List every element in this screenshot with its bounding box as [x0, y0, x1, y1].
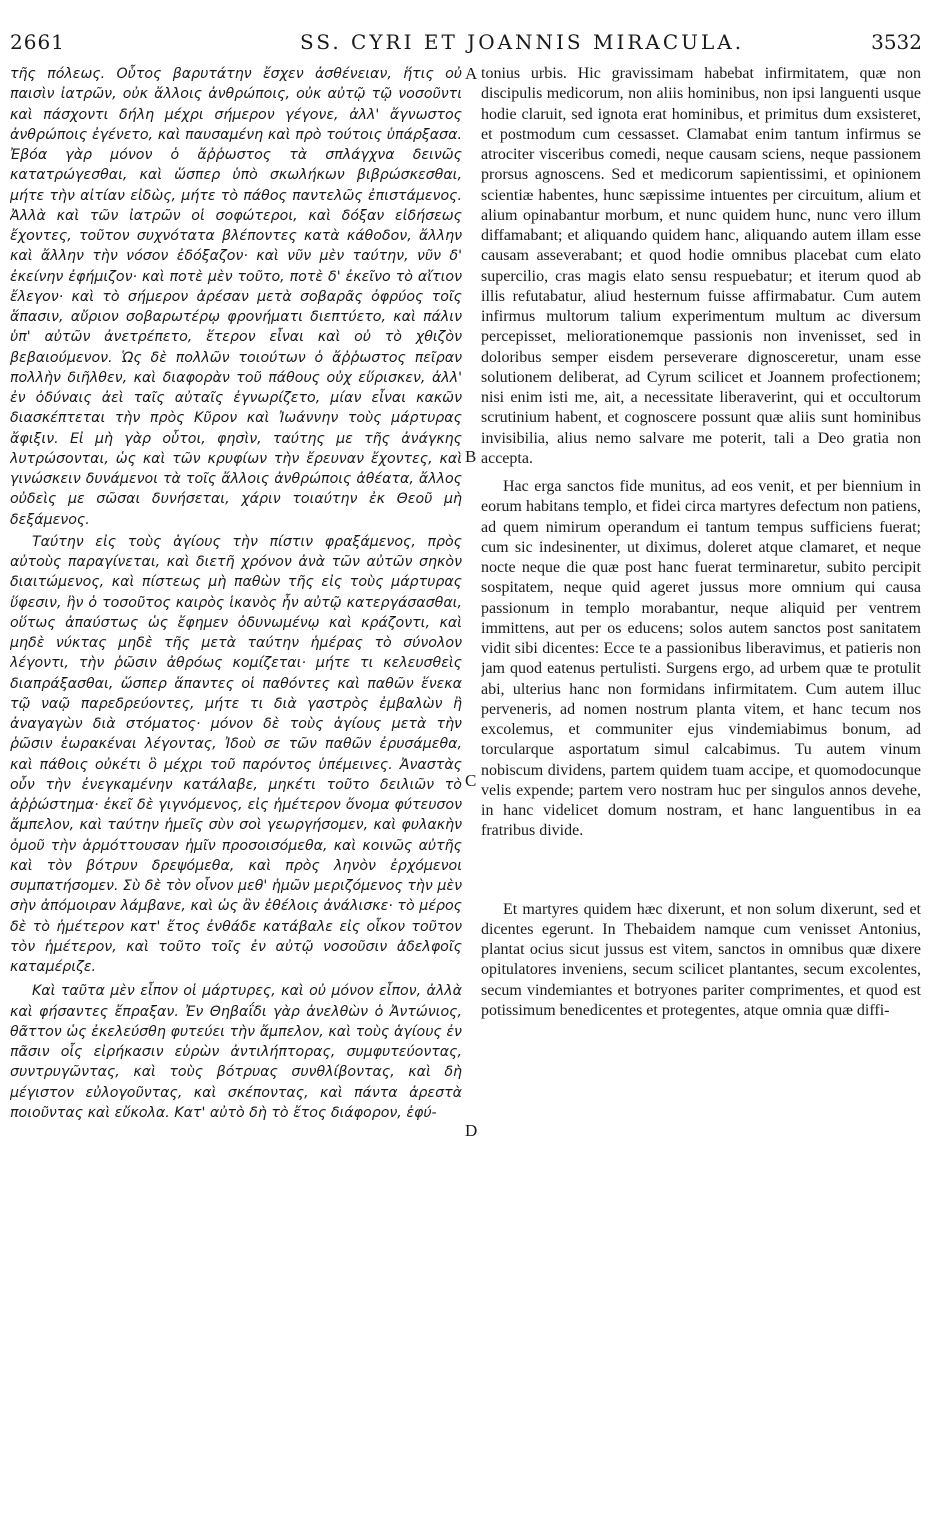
latin-paragraph-1: tonius urbis. Hic gravissimam habebat infirmitatem, quæ non discipulis medicorum, non aliis hominibus, non ipsi languenti usque hodie claruit, sed ignota erat hominibus, et primitus dum exsisteret, et postmodum cum cessasset. Clamabat enim tantum infirmus se atrociter visceribus comedi, neque causam sciens, neque passionem prorsus agnoscens. Sed et medicorum sapientissimi, et opinionem scientiæ habentes, hunc sæpissime intuentes per circuitum, alium et alium opinabantur morbum, et nunc quidem hunc, nunc vero illum diffamabant; et aliquando quidem hanc, aliquando autem illam esse causam asseverabant; et quod hodie omnibus placebat cum elato supercilio, cras magis elato sensu respuebatur; et iterum quod ab illis refutabatur, aliud hesternum fuisse affirmabatur. Cum autem infirmus multorum talium experimentum multum ac diversum percepisset, meliorationemque passionis non invenisset, sed in doloribus semper eisdem perseverare dignosceretur, unam esse solutionem deliberat, ad Cyrum scilicet et Joannem profectionem; nisi enim isti me, ait, a necessitate liberaverint, qui et occultorum scrutinium habent, et cognoscere possunt quæ aliis sunt hominibus invisibilia, alius nemo salvare me poterit, tali a Deo gratia non accepta.: [481, 65, 921, 467]
latin-column: [481, 64, 921, 1484]
page-number-right: 3532: [871, 30, 922, 54]
latin-paragraph-3: Et martyres quidem hæc dixerunt, et non solum dixerunt, sed et dicentes egerunt. In Thebaidem namque cum venisset Antonius, plantat ocius sicut jussus est vitem, sanctos in omnibus quæ dixere opitulatores inveniens, secum scilicet plantantes, secum excolentes, secum vindemiantes et botryones pariter comprimentes, et quod est potissimum benedicentes et protegentes, atque omnia quæ diffi-: [481, 900, 921, 1019]
running-title: SS. CYRI ET JOANNIS MIRACULA.: [300, 30, 745, 54]
greek-column: [10, 64, 462, 1484]
latin-paragraph-2: Hac erga sanctos fide munitus, ad eos venit, et per biennium in eorum habitans templo, et fidei circa martyres defectum non patiens, ad quem nimirum operandum ei tantum tempus sufficiens fuerat; cum sic indesinenter, ut diximus, doleret atque clamaret, et neque nocte neque die quæ post hanc fuerat terminaretur, subito percipit sospitatem, neque quid ageret jussus more omnium qui causa passionum in templo morabantur, neque aliquid per ventrem immittens, aut per os educens; solos autem sanctos post sanitatem vidit sibi dicentes: Ecce te a passionibus liberavimus, et patieris non jam quod eatenus pertulisti. Surgens ergo, ad urbem quæ te protulit abi, ulterius hanc non formidans infirmitatem. Cum autem illuc perveneris, ad nomen nostrum planta vitem, et hanc tecum nos excolemus, et communiter ejus vindemiabimus bonum, ad torcularque asportatum simul calcabimus. Tu autem vinum nobiscum dividens, partem quidem tuam accipe, et quomodocunque velis expende; partem vero nostram huc per singulos annos devehe, in hanc videlicet domum nostram, et hanc languentibus in ea fratribus divide.: [481, 478, 921, 840]
section-marker-d: D: [465, 1121, 478, 1140]
section-marker-c: C: [465, 771, 477, 790]
running-header: [0, 30, 934, 60]
section-marker-b: B: [465, 447, 477, 466]
greek-paragraph-3: Καὶ ταῦτα μὲν εἶπον οἱ μάρτυρες, καὶ οὐ μόνον εἶπον, ἀλλὰ καὶ φήσαντες ἔπραξαν. Ἐν Θηβαΐδι γὰρ ἀνελθὼν ὁ Ἀντώνιος, θᾶττον ὡς ἐκελεύσθη φυτεύει τὴν ἄμπελον, καὶ τοὺς ἁγίους ἐν πᾶσιν οἷς εἰρήκασιν εὑρὼν ἀντιλήπτορας, συμφυτεύοντας, συντρυγῶντας, καὶ τοὺς βότρυας συνθλίβοντας, καὶ δὴ μέγιστον εὐλογοῦντας, καὶ σκέποντας, καὶ πάντα ἀρεστὰ ποιοῦντας καὶ εὔκολα. Κατ' αὐτὸ δὴ τὸ ἔτος διάφορον, ἐφύ-: [10, 983, 462, 1121]
page-number-left: 2661: [10, 30, 65, 54]
greek-paragraph-1: τῆς πόλεως. Οὗτος βαρυτάτην ἔσχεν ἀσθένειαν, ἥτις οὐ παισὶν ἰατρῶν, οὐκ ἄλλοις ἀνθρώποις, οὐκ αὐτῷ τῷ νοσοῦντι καὶ πάσχοντι δήλη μέχρι σήμερον γέγονε, ἀλλ' ἄγνωστος ἀνθρώποις ἐγένετο, καὶ παυσαμένη καὶ πρὸ τούτοις ὑπάρξασα. Ἐβόα γὰρ μόνον ὁ ἄῤῥωστος τὰ σπλάγχνα δεινῶς κατατρώγεσθαι, καὶ ὥσπερ ὑπὸ σκωλήκων βιβρώσκεσθαι, μήτε τὴν αἰτίαν εἰδὼς, μήτε τὸ πάθος παντελῶς ἐπιστάμενος. Ἀλλὰ καὶ τῶν ἰατρῶν οἱ σοφώτεροι, καὶ δόξαν εἰδήσεως ἔχοντες, τοῦτον συχνότατα βλέποντες κατὰ κάθοδον, ἄλλην καὶ ἄλλην τὴν νόσον ἐδόξαζον· καὶ νῦν μὲν ταύτην, νῦν δ' ἐκείνην ἐφήμιζον· καὶ ποτὲ μὲν τοῦτο, ποτὲ δ' ἐκεῖνο τὸ αἴτιον ἔλεγον· καὶ τὸ σήμερον ἀρέσαν μετὰ σοβαρᾶς ὀφρύος τοῖς ἅπασιν, αὔριον σοβαρωτέρῳ φρονήματι διεπτύετο, καὶ πάλιν ὑπ' αὐτῶν ἀνετρέπετο, ἕτερον εἶναι καὶ οὐ τὸ χθιζὸν βεβαιούμενον. Ὡς δὲ πολλῶν τοιούτων ὁ ἄῤῥωστος πεῖραν πολλὴν διῆλθεν, καὶ διαφορὰν τοῦ πάθους οὐχ εὕρισκεν, ἀλλ' ἐν ὀδύναις ἀεὶ ταῖς αὐταῖς ἐγνωρίζετο, μίαν εἶναι κακῶν διασκέπτεται τὴν πρὸς Κῦρον καὶ Ἰωάννην τοὺς μάρτυρας ἄφιξιν. Εἰ μὴ γὰρ οὗτοι, φησὶν, ταύτης με τῆς ἀνάγκης λυτρώσονται, ὡς καὶ τῶν κρυφίων τὴν ἔρευναν ἔχοντες, καὶ γινώσκειν δυνάμενοι τὰ τοῖς ἄλλοις ἀνθρώποις ἀθέατα, ἄλλος οὐδεὶς με σῶσαι δυνήσεται, χάριν τοιαύτην ἐκ Θεοῦ μὴ δεξάμενος.: [10, 66, 462, 528]
section-marker-a: A: [465, 64, 478, 83]
greek-paragraph-2: Ταύτην εἰς τοὺς ἁγίους τὴν πίστιν φραξάμενος, πρὸς αὐτοὺς παραγίνεται, καὶ διετῆ χρόνον ἀνὰ τῶν αὐτῶν σηκὸν διαιτώμενος, καὶ πίστεως μὴ παθὼν τῆς εἰς τοὺς μάρτυρας ὕφεσιν, ἣν ὁ τοσοῦτος καιρὸς ἱκανὸς ἦν αὐτῷ κατεργάσασθαι, οὕτως ἀπαύστως ὡς ἔφημεν ὀδυνωμένῳ καὶ κράζοντι, καὶ μηδὲ νύκτας μηδὲ τῆς μετὰ ταύτην ἡμέρας τὸ σύνολον λέγοντι, τὴν ῥῶσιν ἀθρόως κομίζεται· μήτε τι κελευσθεὶς διαπράξασθαι, ὥσπερ ἅπαντες οἱ παθόντες καὶ παθῶν ἕνεκα τῷ ναῷ παρεδρεύοντες, μήτε τι διὰ γαστρὸς ἐμβαλὼν ἢ ἀναγαγὼν διὰ στόματος· μόνον δὲ τοὺς ἁγίους μετὰ τὴν ῥῶσιν ἑωρακέναι λέγοντας, Ἰδοὺ σε τῶν παθῶν ἐρυσάμεθα, καὶ πάθοις οὐκέτι ὃ μέχρι τοῦ παρόντος ὑπέμεινες. Ἀναστὰς οὖν τὴν ἐνεγκαμένην κατάλαβε, μηκέτι τοῦτο δειλιῶν τὸ ἀῤῥώστημα· ἐκεῖ δὲ γιγνόμενος, εἰς ἡμέτερον ὄνομα φύτευσον ἄμπελον, καὶ ταύτην ἡμεῖς σὺν σοὶ γεωργήσομεν, καὶ φυλακὴν ὁμοῦ τὴν ἁρμόττουσαν ἡμῖν προσοισόμεθα, καὶ κοινῶς αὐτῆς καὶ τὸν βότρυν δρεψόμεθα, καὶ πρὸς ληνὸν ἐρχόμενοι συμπατήσομεν. Σὺ δὲ τὸν οἶνον μεθ' ἡμῶν μεριζόμενος τὴν μὲν σὴν ἀπόμοιραν λάμβανε, καὶ ὡς ἂν ἐθέλοις ἀνάλισκε· τὸ μέρος δὲ τὸ ἡμέτερον κατ' ἔτος ἐνθάδε κατάβαλε εἰς οἶκον τοῦτον τὸν ἡμέτερον, καὶ τοῦτο τοῖς ἐν αὐτῷ νοσοῦσιν ἀδελφοῖς καταμέριζε.: [10, 533, 462, 975]
